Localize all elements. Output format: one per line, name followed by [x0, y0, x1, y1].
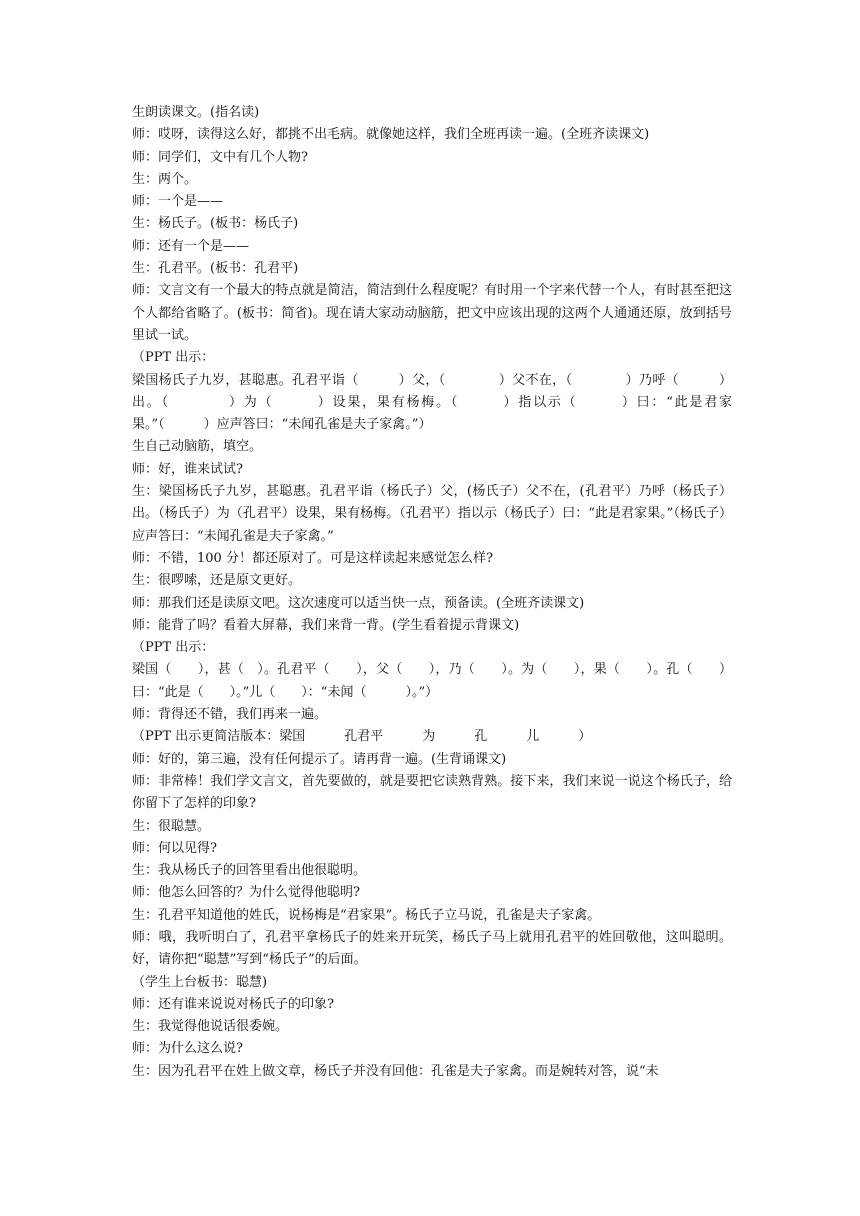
paragraph: 师：好，谁来试试?	[132, 461, 243, 477]
paragraph: （PPT 出示：	[132, 640, 215, 656]
paragraph: 师：好的，第三遍，没有任何提示了。请再背一遍。(生背诵课文)	[132, 751, 507, 767]
paragraph: 生：两个。	[132, 171, 198, 187]
paragraph: 生：梁国杨氏子九岁，甚聪惠。孔君平诣（杨氏子）父，(杨氏子）父不在，(孔君平）乃呼（杨氏子）出。（杨氏子）为（孔君平）设果，果有杨梅。（孔君平）指以示（杨氏子）曰：“此是君家果。”（杨氏子）应声答曰：“未闻孔雀是夫子家禽。”	[132, 484, 732, 544]
paragraph: 师：他怎么回答的？为什么觉得他聪明?	[132, 885, 360, 901]
paragraph: 梁国杨氏子九岁，甚聪惠。孔君平诣（ ）父，（ ）父不在，（ ）乃呼（ ）出。（ ）为（ ）设果，果有杨梅。（ ）指以示（ ）曰：“此是君家果。”（ ）应声答曰：“未闻孔雀是夫子家禽。”）	[132, 372, 732, 433]
paragraph: 生：我觉得他说话很委婉。	[132, 1019, 289, 1035]
paragraph: （PPT 出示：	[132, 350, 215, 366]
paragraph: 生朗读课文。(指名读)	[132, 105, 260, 120]
paragraph: 师：哦，我听明白了，孔君平拿杨氏子的姓来开玩笑，杨氏子马上就用孔君平的姓回敬他，这叫聪明。好，请你把“聪慧”写到“杨氏子”的后面。	[132, 929, 732, 968]
paragraph: 师：同学们，文中有几个人物?	[132, 149, 308, 165]
paragraph: 生：孔君平。(板书：孔君平)	[132, 261, 299, 277]
paragraph: （学生上台板书：聪慧)	[132, 974, 268, 990]
paragraph: 梁国（ ），甚（ ）。孔君平（ ），父（ ），乃（ ）。为（ ），果（ ）。孔（ ）曰：“此是（ ）。”儿（ ）：“未闻（ ）。”）	[132, 662, 732, 700]
paragraph: 生：孔君平知道他的姓氏，说杨梅是“君家果”。杨氏子立马说，孔雀是夫子家禽。	[132, 907, 601, 923]
paragraph: （PPT 出示更简洁版本：梁国 孔君平 为 孔 儿 ）	[132, 729, 592, 745]
paragraph: 师：哎呀，读得这么好，都挑不出毛病。就像她这样，我们全班再读一遍。(全班齐读课文)	[132, 127, 650, 143]
paragraph: 生：很啰嗦，还是原文更好。	[132, 573, 302, 589]
document-body	[132, 102, 732, 1083]
paragraph: 师：还有谁来说说对杨氏子的印象?	[132, 996, 334, 1012]
paragraph: 生：我从杨氏子的回答里看出他很聪明。	[132, 863, 367, 879]
paragraph: 生：很聪慧。	[132, 818, 211, 834]
paragraph: 生：因为孔君平在姓上做文章，杨氏子并没有回他：孔雀是夫子家禽。而是婉转对答，说“未	[132, 1063, 659, 1079]
paragraph: 师：一个是——	[132, 194, 224, 210]
paragraph: 师：文言文有一个最大的特点就是简洁，简洁到什么程度呢？有时用一个字来代替一个人，有时甚至把这个人都给省略了。(板书：简省)。现在请大家动动脑筋，把文中应该出现的这两个人通通还原，放到括号里试一试。	[132, 283, 732, 343]
paragraph: 师：背得还不错，我们再来一遍。	[132, 707, 328, 723]
paragraph: 生：杨氏子。(板书：杨氏子)	[132, 216, 299, 232]
paragraph: 师：非常棒！我们学文言文，首先要做的，就是要把它读熟背熟。接下来，我们来说一说这个杨氏子，给你留下了怎样的印象?	[132, 773, 732, 812]
paragraph: 师：那我们还是读原文吧。这次速度可以适当快一点，预备读。(全班齐读课文)	[132, 595, 585, 611]
paragraph: 师：为什么这么说?	[132, 1041, 243, 1057]
paragraph: 师：能背了吗？看着大屏幕，我们来背一背。(学生看着提示背课文)	[132, 617, 520, 633]
paragraph: 师：何以见得?	[132, 840, 217, 856]
paragraph: 师：不错，100 分！都还原对了。可是这样读起来感觉怎么样?	[132, 550, 493, 566]
paragraph: 师：还有一个是——	[132, 238, 250, 254]
paragraph: 生自己动脑筋，填空。	[132, 439, 263, 455]
